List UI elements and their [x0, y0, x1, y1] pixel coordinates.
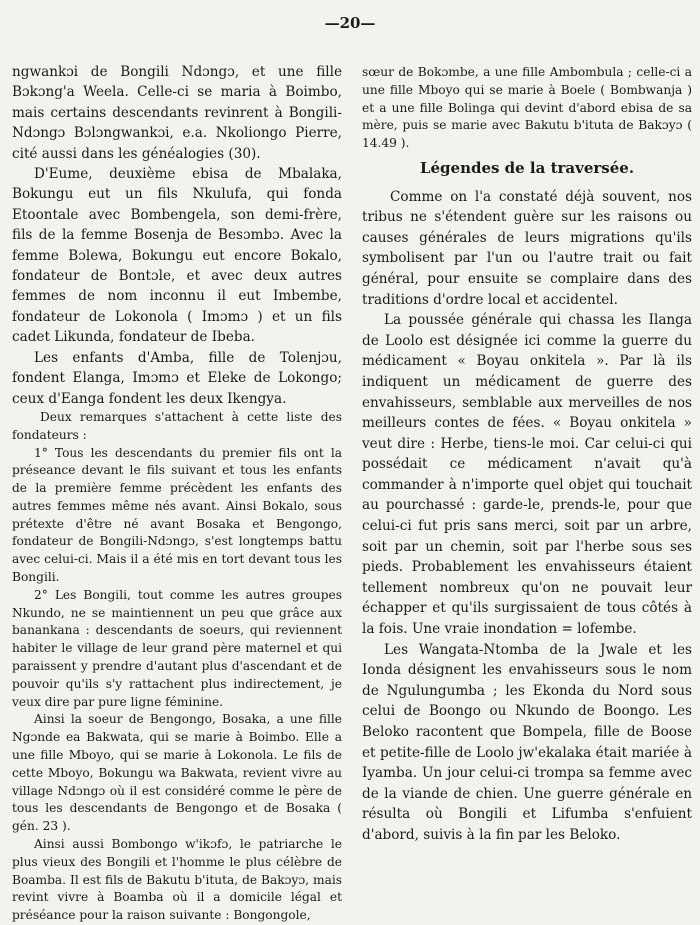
paragraph: Les enfants d'Amba, fille de Tolenjɔu, fondent Elanga, Imɔmɔ et Eleke de Lokongo; ceux d'Eanga fondent les deux Ikengya. [12, 349, 342, 407]
paragraph: La poussée générale qui chassa les Ilanga de Loolo est désignée ici comme la guerre du médicament « Boyau onkitela ». Par là ils indiquent un médicament de guerre des envahisseurs, semblable aux merveilles de nos meilleurs contes de fées. « Boyau onkitela » veut dire : Herbe, tiens-le moi. Car celui-ci qui possédait ce médicament n'avait qu'à commander à n'importe quel objet qui touchait au pourchassé : garde-le, prends-le, pour que celui-ci fut pris sans merci, soit par un arbre, soit par un chemin, soit par l'herbe sous ses pieds. Probablement les envahisseurs étaient tellement nombreux qu'on ne pouvait leur échapper et qu'ils surgissaient de tous côtés à la fois. Une vraie inondation = lofembe. [362, 312, 692, 638]
paragraph: sœur de Bokɔmbe, a une fille Ambombula ; celle-ci a une fille Mboyo qui se marie à Boele ( Bombwanja ) et a une fille Bolinga qui devint d'abord ebisa de sa mère, puis se marie avec Bakutu b'ituta de Bakɔyɔ ( 14.49 ). [362, 65, 692, 151]
paragraph: Comme on l'a constaté déjà souvent, nos tribus ne s'étendent guère sur les raisons ou causes générales de leurs migrations qu'ils symbolisent par l'un ou l'autre trait ou fait général, pour ensuite se complaire dans des traditions d'ordre local et accidentel. [362, 188, 692, 308]
section-heading: Légendes de la traversée. [419, 158, 635, 177]
right-column [362, 64, 692, 846]
paragraph: Deux remarques s'attachent à cette liste des fondateurs : [12, 409, 342, 442]
paragraph: ngwankɔi de Bongili Ndɔngɔ, et une fille Bɔkɔng'a Weela. Celle-ci se maria à Boimbo, mais certains descendants revinrent à Bongili-Ndɔngɔ Bɔlɔngwankɔi, e.a. Nkoliongo Pierre, cité aussi dans les généalogies (30). [12, 64, 342, 162]
paragraph: Ainsi la soeur de Bengongo, Bosaka, a une fille Ngɔnde ea Bakwata, qui se marie à Boimbo. Elle a une fille Mboyo, qui se marie à Lokonola. Le fils de cette Mboyo, Bokungu wa Bakwata, revient vivre au village Ndɔngɔ où il est considéré comme le père de tous les descendants de Bengongo et de Bosaka ( gén. 23 ). [12, 712, 342, 834]
paragraph: Ainsi aussi Bombongo w'ikɔfɔ, le patriarche le plus vieux des Bongili et l'homme le plus célèbre de Boamba. Il est fils de Bakutu b'ituta, de Bakɔyɔ, mais revint vivre à Boamba où il a domicile légal et préséance pour la raison suivante : Bongongole, [12, 837, 342, 923]
page-number: —20— [324, 14, 376, 32]
left-column [12, 62, 342, 925]
paragraph: Les Wangata-Ntomba de la Jwale et les Ionda désignent les envahisseurs sous le nom de Ngulungumba ; les Ekonda du Nord sous celui de Boongo ou Nkundo de Boongo. Les Beloko racontent que Bompela, fille de Boose et petite-fille de Loolo jw'ekalaka était mariée à Iyamba. Un jour celui-ci trompa sa femme avec de la viande de chien. Une guerre générale en résulta où Bongili et Lifumba s'enfuient d'abord, suivis à la fin par les Beloko. [362, 641, 692, 843]
paragraph: 2° Les Bongili, tout comme les autres groupes Nkundo, ne se maintiennent un peu que grâce aux banankana : descendants de soeurs, qui reviennent habiter le village de leur grand père maternel et qui paraissent y prendre d'autant plus d'ascendant et de pouvoir qu'ils s'y rattachent plus indirectement, je veux dire par pure ligne féminine. [12, 587, 342, 709]
paragraph: D'Eume, deuxième ebisa de Mbalaka, Bokungu eut un fils Nkulufa, qui fonda Etoontale avec Bombengela, son demi-frère, fils de la femme Bosenja de Besɔmbɔ. Avec la femme Bɔlewa, Bokungu eut encore Bokalo, fondateur de Bontɔle, et avec deux autres femmes de nom inconnu il eut Imbembe, fondateur de Lokonola ( Imɔmɔ ) et un fils cadet Likunda, fondateur de Ibeba. [12, 166, 342, 346]
paragraph: 1° Tous les descendants du premier fils ont la préseance devant le fils suivant et tous les enfants de la première femme précèdent les enfants des autres femmes même nés avant. Ainsi Bokalo, sous prétexte d'être né avant Bosaka et Bengongo, fondateur de Bongili-Ndɔngɔ, s'est longtemps battu avec celui-ci. Mais il a été mis en tort devant tous les Bongili. [12, 445, 342, 585]
